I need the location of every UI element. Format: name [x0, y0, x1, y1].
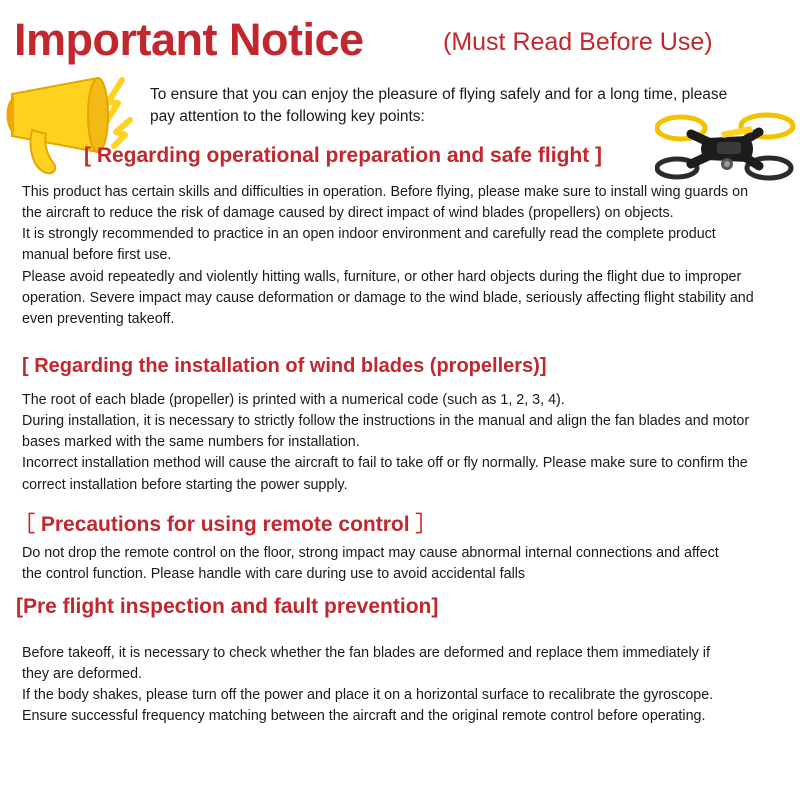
page-title: Important Notice — [14, 14, 364, 65]
page-subtitle: (Must Read Before Use) — [443, 28, 713, 56]
section-heading-blade-installation: [ Regarding the installation of wind blades (propellers)] — [22, 355, 547, 377]
paragraph: During installation, it is necessary to strictly follow the instructions in the manual and align the fan blades and motor bases marked with the same numbers for installation. — [22, 413, 750, 451]
section-body-operational-preparation — [22, 182, 762, 330]
section-body-preflight-inspection — [22, 643, 722, 728]
section-heading-operational-preparation: [ Regarding operational preparation and safe flight ] — [84, 144, 603, 167]
paragraph: Ensure successful frequency matching between the aircraft and the original remote control before operating. — [22, 708, 706, 725]
section-heading-preflight-inspection: [Pre flight inspection and fault prevention] — [16, 595, 439, 618]
paragraph: Do not drop the remote control on the floor, strong impact may cause abnormal internal connections and affect the control function. Please handle with care during use to avoid accidental falls — [22, 545, 719, 583]
paragraph: Please avoid repeatedly and violently hitting walls, furniture, or other hard objects during the flight due to improper operation. Severe impact may cause deformation or damage to the wind blade, seriously affecting flight stability and even preventing takeoff. — [22, 268, 754, 327]
paragraph: Incorrect installation method will cause the aircraft to fail to take off or fly normally. Please make sure to confirm the correct installation before starting the power supply. — [22, 455, 748, 493]
page-header — [0, 8, 800, 68]
paragraph: This product has certain skills and difficulties in operation. Before flying, please make sure to install wing guards on the aircraft to reduce the risk of damage caused by direct impact of wind blades (propellers) on objects. — [22, 184, 749, 222]
paragraph: Before takeoff, it is necessary to check whether the fan blades are deformed and replace them immediately if they are deformed. — [22, 645, 710, 683]
paragraph: If the body shakes, please turn off the power and place it on a horizontal surface to recalibrate the gyroscope. — [22, 687, 714, 704]
intro-paragraph: To ensure that you can enjoy the pleasure of flying safely and for a long time, please pay attention to the following key points: — [150, 86, 728, 126]
paragraph: The root of each blade (propeller) is printed with a numerical code (such as 1, 2, 3, 4). — [22, 392, 565, 408]
section-body-remote-control — [22, 543, 732, 585]
paragraph: It is strongly recommended to practice in an open indoor environment and carefully read the complete product manual before first use. — [22, 226, 716, 264]
section-body-blade-installation — [22, 390, 752, 496]
section-heading-remote-control: ［ Precautions for using remote control ］ — [14, 513, 437, 536]
